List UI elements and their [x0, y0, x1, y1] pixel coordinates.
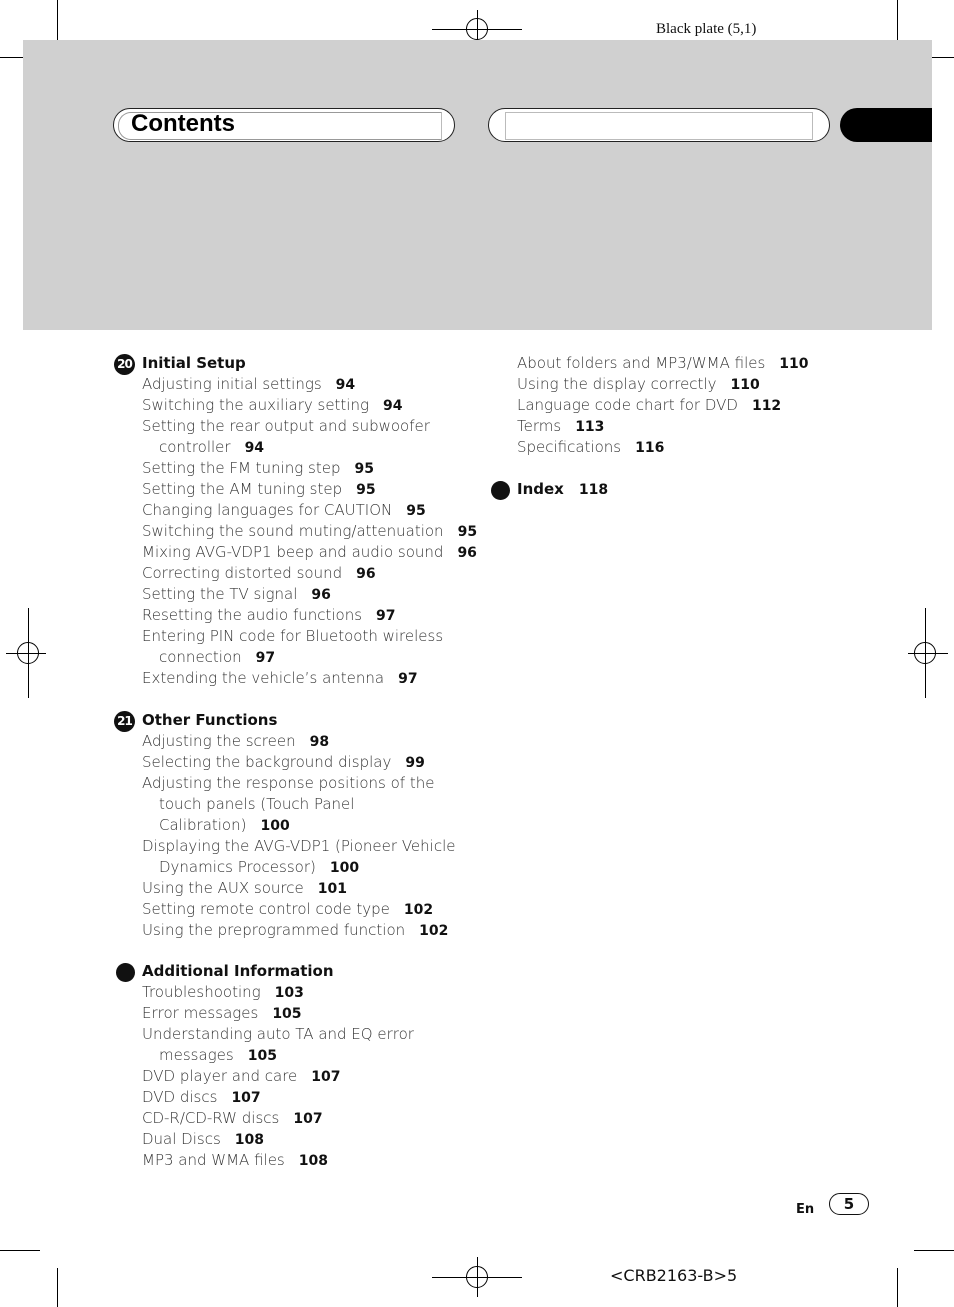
crop-mark: [897, 1268, 898, 1307]
toc-entry-page: 105: [247, 1048, 277, 1064]
section-heading: Additional Information: [142, 962, 334, 980]
crop-mark: [897, 0, 898, 40]
toc-entry-text: Language code chart for DVD: [517, 396, 738, 414]
toc-entry-text: About folders and MP3/WMA files: [517, 354, 766, 372]
toc-entry-text: DVD player and care: [142, 1067, 298, 1085]
toc-entry: [517, 374, 760, 395]
toc-entry: [142, 1150, 328, 1171]
toc-entry: [142, 584, 331, 605]
toc-entry: [142, 605, 396, 626]
toc-entry: [517, 395, 781, 416]
toc-entry: [142, 773, 434, 793]
toc-entry: [142, 416, 430, 436]
section-bullet-icon: [116, 963, 135, 982]
toc-entry-page: 110: [779, 356, 809, 372]
toc-entry: [142, 899, 433, 920]
toc-entry-page: 107: [311, 1069, 341, 1085]
blank-tab: [488, 108, 830, 142]
toc-entry-page: 95: [356, 482, 376, 498]
toc-entry-text: Correcting distorted sound: [142, 564, 343, 582]
toc-entry-text: Adjusting the response positions of the: [142, 774, 435, 792]
toc-entry-text: Entering PIN code for Bluetooth wireless: [142, 627, 444, 645]
toc-entry-text: Using the AUX source: [142, 879, 304, 897]
toc-entry-page: 107: [293, 1111, 323, 1127]
plate-label: Black plate (5,1): [656, 21, 757, 37]
toc-entry-text: Setting remote control code type: [142, 900, 390, 918]
toc-entry-text: Troubleshooting: [142, 983, 261, 1001]
toc-entry: [142, 1129, 264, 1150]
toc-entry-text: touch panels (Touch Panel: [159, 795, 355, 813]
toc-entry-page: 105: [272, 1006, 302, 1022]
toc-entry: [159, 1045, 277, 1066]
page-number: 5: [829, 1193, 869, 1215]
toc-entry-text: messages: [159, 1046, 234, 1064]
toc-entry-page: 94: [383, 398, 403, 414]
toc-entry-page: 94: [244, 440, 265, 456]
toc-entry-text: Setting the TV signal: [142, 585, 298, 603]
toc-entry-page: 97: [398, 671, 418, 687]
document-code: <CRB2163-B>5: [610, 1266, 738, 1285]
toc-entry-page: 116: [635, 440, 665, 456]
section-number-badge: 21: [114, 711, 135, 732]
toc-entry: [159, 794, 354, 814]
toc-entry-page: 108: [298, 1153, 328, 1169]
toc-entry: [142, 668, 418, 689]
toc-entry-text: Error messages: [142, 1004, 259, 1022]
toc-entry: [517, 437, 664, 458]
toc-entry-page: 102: [403, 902, 434, 918]
toc-entry-page: 103: [274, 985, 304, 1001]
toc-entry-text: CD-R/CD-RW discs: [142, 1109, 280, 1127]
toc-entry: [142, 626, 443, 646]
toc-entry-page: 108: [234, 1132, 265, 1148]
toc-entry: [142, 395, 402, 416]
toc-entry-text: Dual Discs: [142, 1130, 221, 1148]
toc-entry-page: 107: [231, 1090, 261, 1106]
toc-entry-text: Terms: [517, 417, 562, 435]
toc-entry-page: 95: [457, 524, 478, 540]
section-heading: Initial Setup: [142, 354, 246, 372]
section-bullet-icon: [491, 481, 510, 500]
toc-entry-text: Selecting the background display: [142, 753, 392, 771]
toc-entry-page: 100: [329, 860, 360, 876]
registration-mark: [466, 18, 488, 40]
toc-entry: [142, 1024, 414, 1044]
toc-entry-text: Changing languages for CAUTION: [142, 501, 393, 519]
toc-entry: [142, 836, 455, 856]
toc-entry: [142, 1066, 341, 1087]
black-tab: [840, 108, 932, 142]
toc-entry-page: 99: [405, 755, 425, 771]
language-label: En: [796, 1202, 815, 1217]
toc-entry-text: Calibration): [159, 816, 247, 834]
registration-mark: [466, 1266, 488, 1288]
toc-entry-page: 96: [311, 587, 331, 603]
toc-entry-page: 98: [309, 734, 330, 750]
toc-entry-text: controller: [159, 438, 231, 456]
toc-entry: [142, 920, 448, 941]
toc-entry-text: Using the preprogrammed function: [142, 921, 406, 939]
index-page: 118: [578, 482, 609, 498]
toc-entry-page: 96: [356, 566, 376, 582]
toc-entry-text: Extending the vehicle’s antenna: [142, 669, 385, 687]
toc-entry: [142, 731, 329, 752]
toc-entry-page: 96: [457, 545, 477, 561]
crop-mark: [57, 0, 58, 40]
toc-entry: [142, 500, 426, 521]
toc-entry-text: DVD discs: [142, 1088, 218, 1106]
crop-mark: [0, 1250, 40, 1251]
toc-entry-text: Adjusting initial settings: [142, 375, 322, 393]
toc-entry: [159, 437, 264, 458]
toc-entry-page: 102: [419, 923, 449, 939]
toc-entry: [142, 458, 374, 479]
page-title: Contents: [131, 110, 235, 137]
toc-entry: [142, 479, 376, 500]
toc-entry-page: 113: [575, 419, 605, 435]
section-number-badge: 20: [114, 354, 135, 375]
toc-entry-text: Adjusting the screen: [142, 732, 296, 750]
crop-mark: [932, 57, 954, 58]
toc-entry-text: MP3 and WMA files: [142, 1151, 285, 1169]
toc-entry-text: Resetting the audio functions: [142, 606, 363, 624]
toc-entry: [142, 1108, 323, 1129]
crop-mark: [57, 1268, 58, 1307]
toc-entry-page: 110: [730, 377, 760, 393]
toc-entry: [142, 1003, 302, 1024]
registration-mark: [17, 642, 39, 664]
toc-entry: [142, 752, 425, 773]
toc-entry-page: 95: [406, 503, 426, 519]
toc-entry-text: Switching the auxiliary setting: [142, 396, 369, 414]
toc-entry-text: Setting the rear output and subwoofer: [142, 417, 430, 435]
toc-entry-text: Understanding auto TA and EQ error: [142, 1025, 414, 1043]
toc-entry: [517, 416, 604, 437]
crop-mark: [0, 57, 23, 58]
toc-entry: [142, 542, 477, 563]
toc-entry-page: 95: [354, 461, 374, 477]
index-heading: [517, 480, 608, 498]
toc-entry-text: Using the display correctly: [517, 375, 717, 393]
toc-entry-page: 100: [260, 818, 290, 834]
toc-entry-text: connection: [159, 648, 242, 666]
toc-entry: [142, 1087, 261, 1108]
toc-entry: [159, 857, 359, 878]
toc-entry: [142, 878, 347, 899]
toc-entry-page: 101: [317, 881, 347, 897]
toc-entry: [517, 353, 809, 374]
toc-entry-text: Specifications: [517, 438, 622, 456]
toc-entry-text: Setting the FM tuning step: [142, 459, 341, 477]
toc-entry: [159, 647, 275, 668]
header-band: [23, 40, 932, 330]
toc-entry: [142, 982, 304, 1003]
toc-entry-page: 112: [751, 398, 782, 414]
section-heading: Other Functions: [142, 711, 278, 729]
toc-entry-text: Setting the AM tuning step: [142, 480, 343, 498]
toc-entry-text: Switching the sound muting/attenuation: [142, 522, 444, 540]
index-label: Index: [517, 480, 564, 498]
toc-entry-text: Dynamics Processor): [159, 858, 316, 876]
toc-entry-page: 97: [376, 608, 396, 624]
toc-entry-text: Displaying the AVG-VDP1 (Pioneer Vehicle: [142, 837, 456, 855]
crop-mark: [914, 1250, 954, 1251]
registration-mark: [914, 642, 936, 664]
toc-entry: [142, 521, 477, 542]
toc-entry: [142, 374, 355, 395]
toc-entry-page: 97: [255, 650, 276, 666]
toc-entry-page: 94: [335, 377, 356, 393]
toc-entry-text: Mixing AVG-VDP1 beep and audio sound: [142, 543, 444, 561]
toc-entry: [159, 815, 290, 836]
toc-entry: [142, 563, 376, 584]
